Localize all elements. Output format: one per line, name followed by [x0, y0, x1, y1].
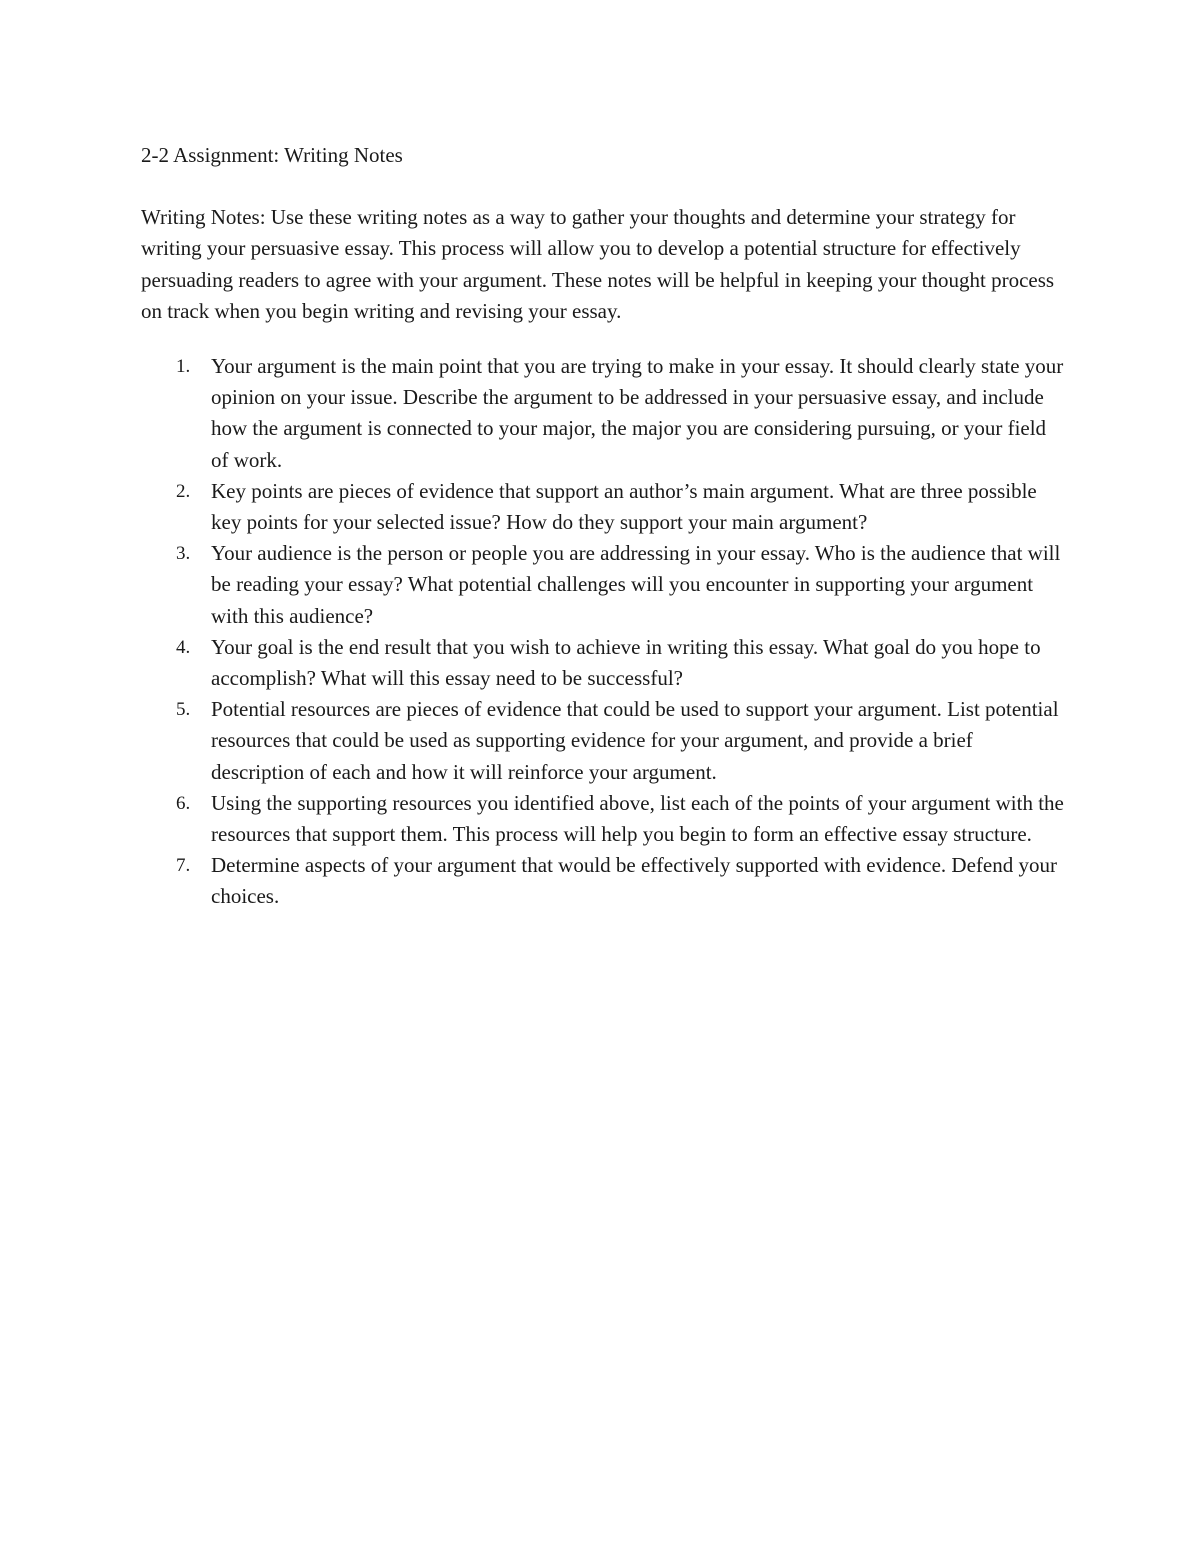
list-item-number: 1.: [176, 356, 191, 378]
list-item: [141, 850, 1066, 912]
list-item-text: Determine aspects of your argument that would be effectively supported with evidence. Defend your choices.: [211, 853, 1057, 909]
list-item: [141, 538, 1066, 632]
list-item-text: Your audience is the person or people you are addressing in your essay. Who is the audience that will be reading your essay? What potential challenges will you encounter in supporting your argument with this audience?: [211, 541, 1061, 628]
list-item-number: 7.: [176, 855, 191, 877]
list-item: [141, 351, 1066, 476]
list-item-number: 3.: [176, 543, 191, 565]
list-item-text: Key points are pieces of evidence that support an author’s main argument. What are three possible key points for your selected issue? How do they support your main argument?: [211, 478, 1037, 535]
list-item-number: 6.: [176, 792, 191, 814]
list-item: [141, 632, 1066, 694]
document-body: [141, 140, 1066, 913]
list-item: [141, 788, 1066, 850]
list-item: [141, 694, 1066, 788]
list-item-text: Your goal is the end result that you wish to achieve in writing this essay. What goal do you hope to accomplish? What will this essay need to be successful?: [211, 634, 1041, 691]
list-item-text: Using the supporting resources you identified above, list each of the points of your argument with the resources that support them. This process will help you begin to form an effective essay structure.: [211, 790, 1064, 847]
list-item-number: 2.: [176, 480, 191, 502]
list-item-text: Potential resources are pieces of evidence that could be used to support your argument. List potential resources that could be used as supporting evidence for your argument, and provide a brief description of each and how it will reinforce your argument.: [211, 697, 1059, 784]
list-item: [141, 476, 1066, 538]
intro-paragraph: Writing Notes: Use these writing notes as a way to gather your thoughts and determine your strategy for writing your persuasive essay. This process will allow you to develop a potential structure for effectively persuading readers to agree with your argument. These notes will be helpful in keeping your thought process on track when you begin writing and revising your essay.: [141, 205, 1055, 323]
document-title: 2-2 Assignment: Writing Notes: [141, 143, 403, 167]
list-item-text: Your argument is the main point that you are trying to make in your essay. It should clearly state your opinion on your issue. Describe the argument to be addressed in your persuasive essay, and include how the argument is connected to your major, the major you are considering pursuing, or your field of work.: [211, 354, 1064, 472]
list-item-number: 5.: [176, 699, 191, 721]
list-item-number: 4.: [176, 636, 191, 658]
question-list: [141, 351, 1066, 913]
